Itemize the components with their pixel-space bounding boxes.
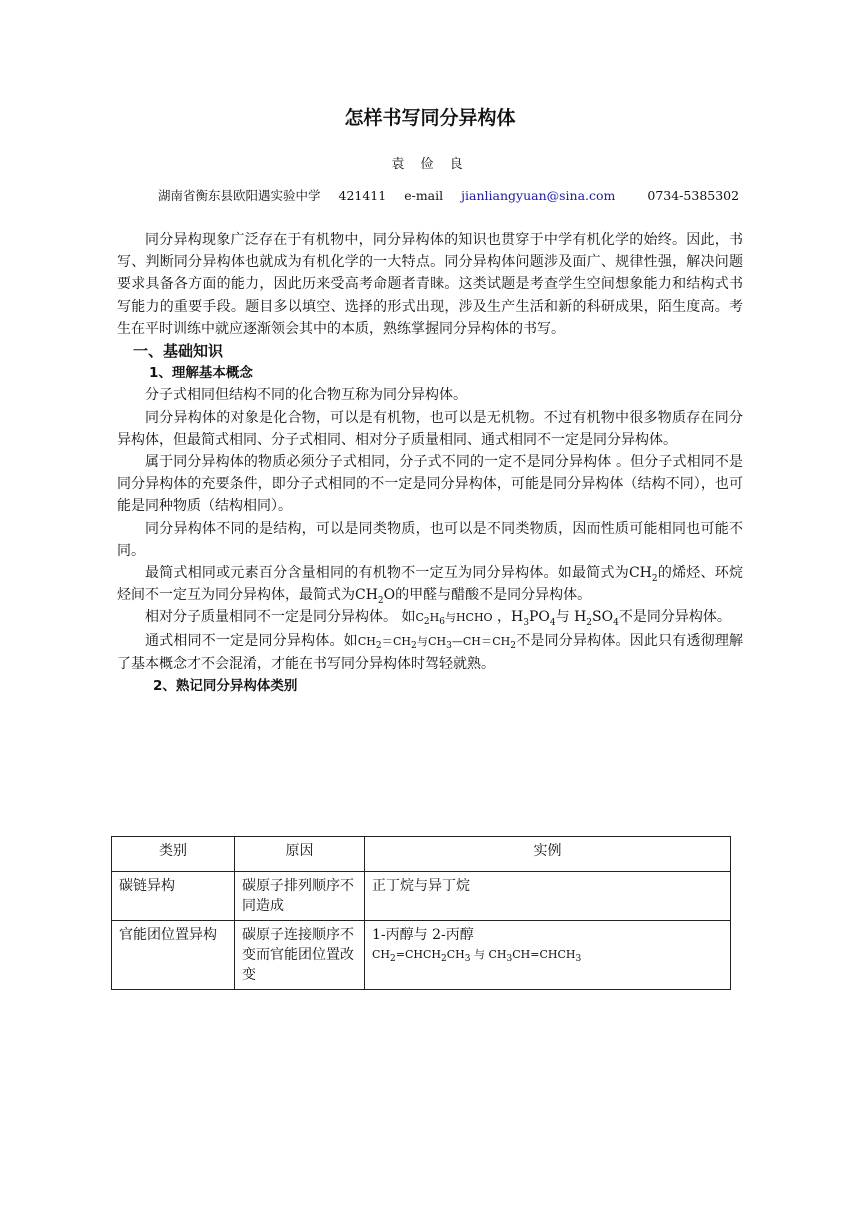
formula-c2h6: $C_2H_6$ xyxy=(415,611,445,628)
table-row xyxy=(112,872,731,921)
text-segment: 的烯烃、环烷烃间不一定互为同分异构体，最简式为 xyxy=(117,565,744,604)
cell-reason: 碳原子连接顺序不变而官能团位置改变 xyxy=(235,921,365,990)
paragraph-formula-condition: 属于同分异构体的物质必须分子式相同，分子式不同的一定不是同分异构体 。但分子式相同不是同分异构体的充要条件，即分子式相同的不一定是同分异构体，可能是同分异构体（结构不同），也可能是同种物质（结构相同）。 xyxy=(117,454,743,515)
document-body xyxy=(117,229,743,697)
section-heading-basics: 一、基础知识 xyxy=(133,342,224,361)
paragraph-definition: 分子式相同但结构不同的化合物互称为同分异构体。 xyxy=(145,387,467,404)
isomer-category-table xyxy=(111,836,731,990)
paragraph-general-formula xyxy=(117,630,743,675)
document-title: 怎样书写同分异构体 xyxy=(344,107,516,129)
text-segment: 不是同分异构体。 xyxy=(618,609,731,626)
cell-example xyxy=(365,921,731,990)
email-label: e-mail xyxy=(404,188,444,203)
text-segment: 与 xyxy=(444,611,456,625)
affiliation-school: 湖南省衡东县欧阳遇实验中学 xyxy=(158,188,321,203)
paragraph-scope: 同分异构体的对象是化合物，可以是有机物，也可以是无机物。不过有机物中很多物质存在同分异构体，但最简式相同、分子式相同、相对分子质量相同、通式相同不一定是同分异构体。 xyxy=(117,409,743,448)
paragraph-structure-difference: 同分异构体不同的是结构，可以是同类物质，也可以是不同类物质，因而性质可能相同也可能不同。 xyxy=(117,520,743,559)
text-segment: ， xyxy=(497,609,512,626)
table-row xyxy=(112,921,731,990)
cell-example: 正丁烷与异丁烷 xyxy=(365,872,731,921)
text-segment: 与 xyxy=(555,609,570,626)
cell-category: 碳链异构 xyxy=(112,872,235,921)
formula-ch2o: $CH_2O$ xyxy=(355,587,396,607)
header-example: 实例 xyxy=(365,837,731,872)
header-category: 类别 xyxy=(112,837,235,872)
text-segment: 最简式相同或元素百分含量相同的有机物不一定互为同分异构体。如最简式为 xyxy=(145,565,629,582)
paragraph-molecular-mass xyxy=(117,606,743,629)
author-name: 袁 俭 良 xyxy=(391,157,469,172)
formula-ethene: $CH_2=CH_2$ xyxy=(357,634,417,651)
email-link[interactable]: jianliangyuan@sina.com xyxy=(461,188,616,203)
text-segment: 相对分子质量相同不一定是同分异构体。 如 xyxy=(145,609,416,626)
formula-hcho: HCHO xyxy=(455,611,493,625)
subsection-heading-categories: 2、熟记同分异构体类别 xyxy=(153,678,298,695)
affiliation-postcode: 421411 xyxy=(338,188,387,203)
example-line: 1-丙醇与 2-丙醇 xyxy=(372,927,474,943)
table-header-row xyxy=(112,837,731,872)
formula-h3po4: $H_3PO_4$ xyxy=(511,609,556,629)
header-reason: 原因 xyxy=(235,837,365,872)
example-formula-line: $CH_2=CHCH_2CH_3$ 与 $CH_3CH=CHCH_3$ xyxy=(372,948,582,965)
paragraph-simplest-formula xyxy=(117,562,743,606)
text-segment: 通式相同不一定是同分异构体。如 xyxy=(145,632,358,649)
affiliation-line xyxy=(158,186,739,204)
formula-ch2: $CH_2$ xyxy=(628,565,658,584)
text-segment: 的甲醛与醋酸不是同分异构体。 xyxy=(395,587,592,604)
subsection-heading-concepts: 1、理解基本概念 xyxy=(149,365,253,382)
affiliation-phone: 0734-5385302 xyxy=(647,188,740,203)
text-segment: 与 xyxy=(416,634,429,648)
formula-propene: $CH_3—CH=CH_2$ xyxy=(428,634,516,651)
intro-paragraph: 同分异构现象广泛存在于有机物中，同分异构体的知识也贯穿于中学有机化学的始终。因此，书写、判断同分异构体也就成为有机化学的一大特点。同分异构体问题涉及面广、规律性强，解决问题要求具备各方面的能力，因此历来受高考命题者青睐。这类试题是考查学生空间想象能力和结构式书写能力的重要手段。题目多以填空、选择的形式出现，涉及生产生活和新的科研成果，陌生度高。考生在平时训练中就应逐渐领会其中的本质，熟练掌握同分异构体的书写。 xyxy=(117,232,743,337)
cell-category: 官能团位置异构 xyxy=(112,921,235,990)
formula-h2so4: $H_2SO_4$ xyxy=(574,609,619,629)
text-segment: 不是同分异构体。因此只有透彻理解了基本概念才不会混淆，才能在书写同分异构体时驾轻就熟。 xyxy=(117,632,744,672)
cell-reason: 碳原子排列顺序不同造成 xyxy=(235,872,365,921)
